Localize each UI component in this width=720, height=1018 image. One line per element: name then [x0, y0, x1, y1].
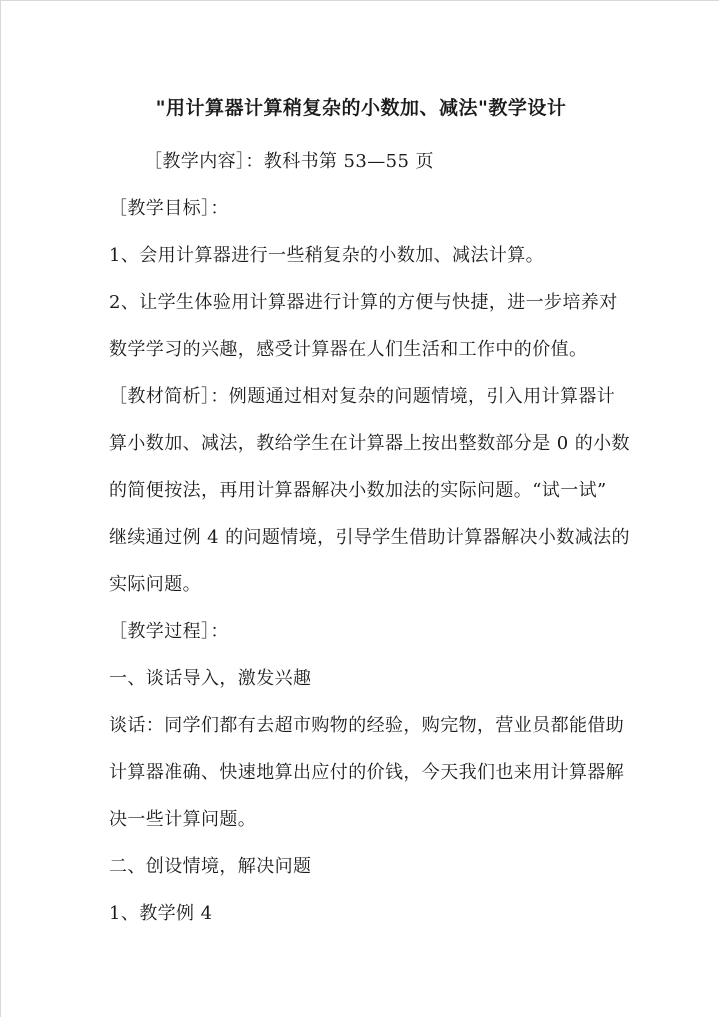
- teaching-goals-heading: ［教学目标］：: [109, 198, 229, 219]
- teaching-content-line: ［教学内容］：教科书第 53—55 页: [144, 151, 434, 172]
- goal-2-line-b: 数学学习的兴趣，感受计算器在人们生活和工作中的价值。: [109, 339, 588, 360]
- conversation-line-b: 计算器准确、快速地算出应付的价钱，今天我们也来用计算器解: [109, 762, 625, 783]
- document-title: "用计算器计算稍复杂的小数加、减法"教学设计: [155, 97, 567, 119]
- material-analysis-line-d: 继续通过例 4 的问题情境，引导学生借助计算器解决小数减法的: [109, 527, 630, 548]
- section-1-heading: 一、谈话导入，激发兴趣: [109, 668, 312, 689]
- material-analysis-line-c: 的简便按法，再用计算器解决小数加法的实际问题。“试一试”: [109, 480, 607, 501]
- goal-2-line-a: 2、让学生体验用计算器进行计算的方便与快捷，进一步培养对: [109, 292, 618, 313]
- example-4-line: 1、教学例 4: [109, 903, 213, 924]
- conversation-line-a: 谈话：同学们都有去超市购物的经验，购完物，营业员都能借助: [109, 715, 625, 736]
- conversation-line-c: 决一些计算问题。: [109, 809, 257, 830]
- goal-1-line: 1、会用计算器进行一些稍复杂的小数加、减法计算。: [109, 245, 545, 266]
- material-analysis-line-a: ［教材简析］：例题通过相对复杂的问题情境，引入用计算器计: [109, 386, 616, 407]
- teaching-process-heading: ［教学过程］：: [109, 621, 229, 642]
- material-analysis-line-b: 算小数加、减法，教给学生在计算器上按出整数部分是 0 的小数: [109, 433, 630, 454]
- material-analysis-line-e: 实际问题。: [109, 574, 201, 595]
- section-2-heading: 二、创设情境，解决问题: [109, 856, 312, 877]
